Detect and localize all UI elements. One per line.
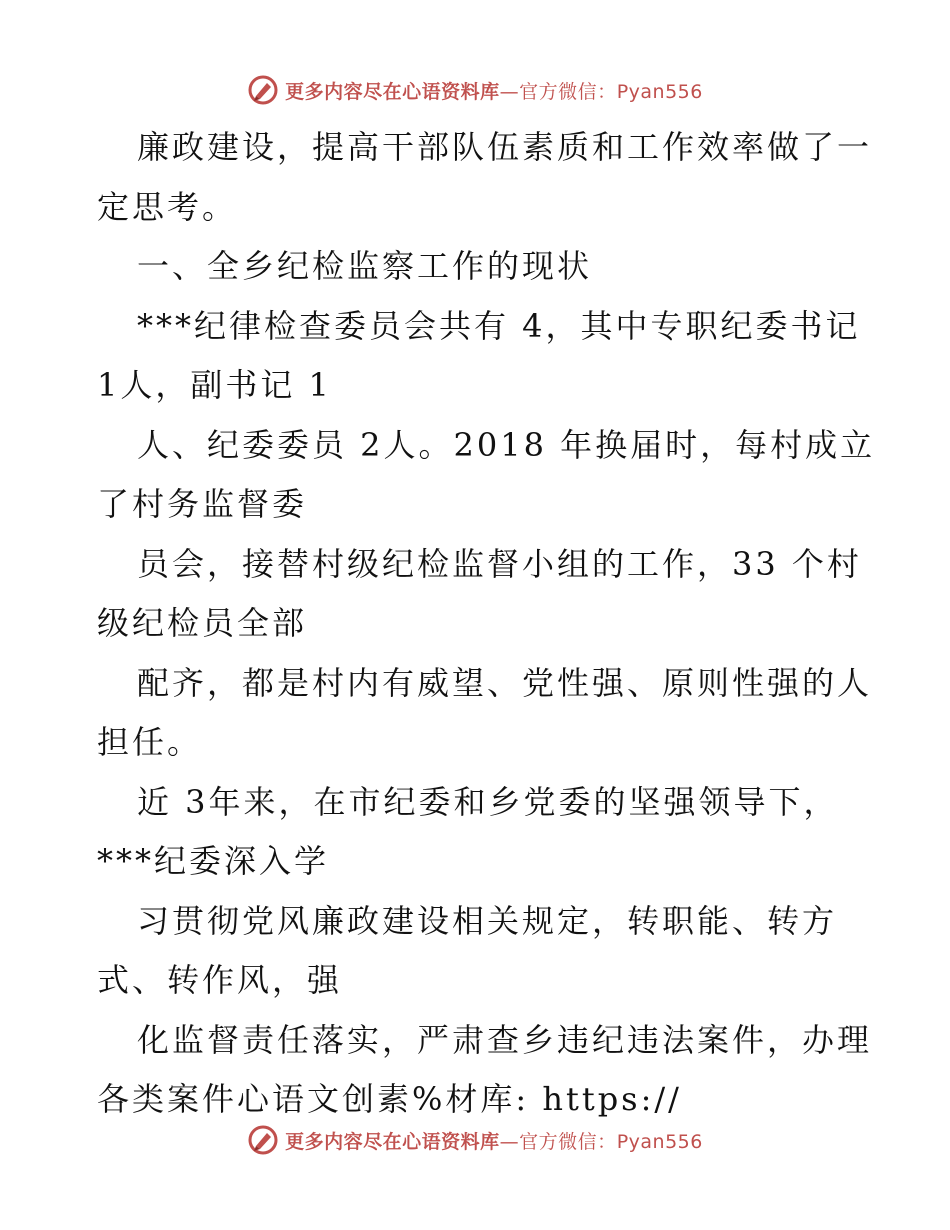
body-line: ***纪律检查委员会共有 4，其中专职纪委书记	[137, 306, 861, 345]
body-line: ***纪委深入学	[97, 842, 330, 880]
footer-brand-text: 更多内容尽在心语资料库	[285, 1130, 500, 1153]
body-line: 配齐，都是村内有威望、党性强、原则性强的人	[137, 663, 873, 702]
brand-logo-icon	[247, 74, 279, 106]
body-line: 了村务监督委	[97, 485, 308, 523]
footer-wechat-label: 官方微信：	[519, 1130, 617, 1153]
document-body	[97, 118, 876, 1130]
footer-banner-text	[285, 1127, 703, 1154]
body-line: 廉政建设，提高干部队伍素质和工作效率做了一	[137, 128, 873, 166]
body-line: 1人，副书记 1	[97, 366, 332, 404]
body-line: 定思考。	[97, 187, 238, 226]
header-brand-text: 更多内容尽在心语资料库	[285, 80, 500, 103]
footer-dash: —	[499, 1130, 520, 1153]
body-line: 各类案件心语文创素%材库: https://	[97, 1080, 682, 1118]
header-banner-text	[285, 77, 703, 104]
body-line: 化监督责任落实，严肃查乡违纪违法案件，办理	[137, 1020, 873, 1059]
header-dash: —	[499, 80, 520, 103]
body-line: 习贯彻党风廉政建设相关规定，转职能、转方	[137, 901, 838, 940]
header-banner	[0, 70, 950, 110]
header-banner-content	[247, 74, 703, 106]
brand-logo-icon	[247, 1124, 279, 1156]
section-heading: 一、全乡纪检监察工作的现状	[137, 247, 593, 285]
body-line: 式、转作风，强	[97, 961, 343, 999]
body-line: 员会，接替村级纪检监督小组的工作，33 个村	[137, 544, 862, 583]
body-line: 近 3年来，在市纪委和乡党委的坚强领导下，	[137, 782, 839, 821]
header-wechat-label: 官方微信：	[519, 80, 617, 103]
footer-banner	[0, 1120, 950, 1160]
header-wechat-handle: Pyan556	[616, 80, 703, 103]
body-line: 担任。	[97, 723, 203, 761]
footer-banner-content	[247, 1124, 703, 1156]
body-line: 级纪检员全部	[97, 604, 308, 642]
footer-wechat-handle: Pyan556	[616, 1130, 703, 1153]
body-line: 人、纪委委员 2人。2018 年换届时，每村成立	[137, 425, 876, 464]
